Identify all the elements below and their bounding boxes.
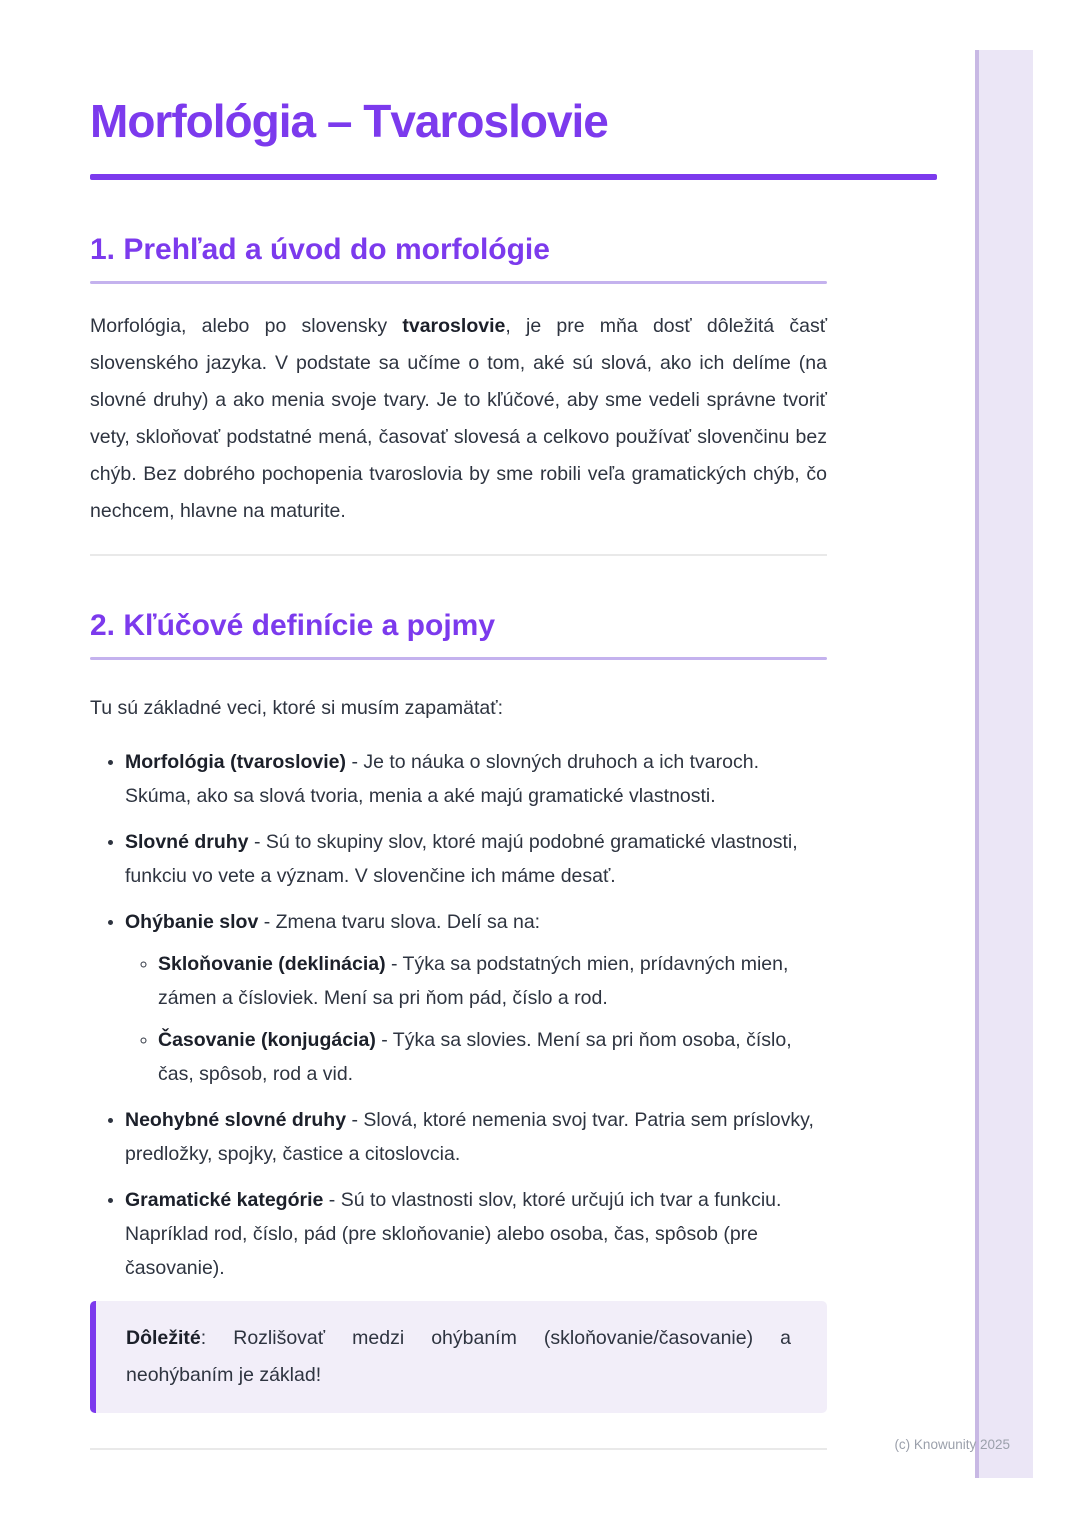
- callout-rest: : Rozlišovať medzi ohýbaním (skloňovanie/časovanie) a neohýbaním je základ!: [126, 1327, 791, 1386]
- definition: - Sú to skupiny slov, ktoré majú podobné gramatické vlastnosti, funkciu vo vete a význam. V slovenčine ich máme desať.: [125, 831, 798, 887]
- list-item: [125, 1183, 827, 1285]
- callout-text: [126, 1320, 791, 1394]
- definitions-intro: Tu sú základné veci, ktoré si musím zapamätať:: [90, 697, 504, 719]
- definition: - Slová, ktoré nemenia svoj tvar. Patria sem príslovky, predložky, spojky, častice a citoslovcia.: [125, 1109, 814, 1165]
- list-item: [125, 825, 827, 893]
- paragraph-lead-text: Morfológia, alebo po slovensky: [90, 315, 403, 337]
- definition: - Týka sa podstatných mien, prídavných mien, zámen a čísloviek. Mení sa pri ňom pád, číslo a rod.: [158, 953, 789, 1009]
- important-callout: [90, 1301, 827, 1413]
- term: Gramatické kategórie: [125, 1189, 324, 1211]
- term: Časovanie (konjugácia): [158, 1029, 376, 1051]
- definition: - Sú to vlastnosti slov, ktoré určujú ich tvar a funkciu. Napríklad rod, číslo, pád (pre skloňovanie) alebo osoba, čas, spôsob (pre časovanie).: [125, 1189, 782, 1279]
- bottom-divider: [90, 1448, 827, 1450]
- term: Neohybné slovné druhy: [125, 1109, 347, 1131]
- page-title: Morfológia – Tvaroslovie: [90, 95, 608, 147]
- footer-credit: (c) Knowunity 2025: [894, 1437, 1010, 1452]
- list-item: [125, 1103, 827, 1171]
- definition: - Je to náuka o slovných druhoch a ich tvaroch. Skúma, ako sa slová tvoria, menia a aké majú gramatické vlastnosti.: [125, 751, 760, 807]
- section-2-heading-underline: [90, 657, 827, 660]
- paragraph-rest-text: , je pre mňa dosť dôležitá časť slovenského jazyka. V podstate sa učíme o tom, aké sú slová, ako ich delíme (na slovné druhy) a ako menia svoje tvary. Je to kľúčové, aby sme vedeli správne tvoriť vety, skloňovať podstatné mená, časovať slovesá a celkovo používať slovenčinu bez chýb. Bez dobrého pochopenia tvaroslovia by sme robili veľa gramatických chýb, čo nechcem, hlavne na maturite.: [90, 315, 828, 522]
- sublist-item: [158, 947, 827, 1015]
- definition: - Týka sa slovies. Mení sa pri ňom osoba, číslo, čas, spôsob, rod a vid.: [158, 1029, 792, 1085]
- section-1-paragraph: [90, 308, 827, 530]
- section-overview: [90, 232, 827, 530]
- definitions-list: [90, 745, 827, 1285]
- term: Skloňovanie (deklinácia): [158, 953, 386, 975]
- section-1-heading: 1. Prehľad a úvod do morfológie: [90, 233, 550, 266]
- title-divider: [90, 174, 937, 180]
- callout-term: Dôležité: [126, 1327, 201, 1349]
- term: Slovné druhy: [125, 831, 249, 853]
- section-1-heading-underline: [90, 281, 827, 284]
- section-2-heading: 2. Kľúčové definície a pojmy: [90, 609, 496, 642]
- term: Morfológia (tvaroslovie): [125, 751, 347, 773]
- page-edge-stripe: [975, 50, 1033, 1478]
- sublist-item: [158, 1023, 827, 1091]
- section-definitions: [90, 608, 827, 1450]
- document-page: [90, 0, 827, 1450]
- definitions-sublist: [125, 947, 827, 1091]
- paragraph-bold-term: tvaroslovie: [402, 315, 506, 337]
- list-item: [125, 905, 827, 1091]
- list-item: [125, 745, 827, 813]
- section-divider: [90, 554, 827, 556]
- definition: - Zmena tvaru slova. Delí sa na:: [258, 911, 541, 933]
- term: Ohýbanie slov: [125, 911, 259, 933]
